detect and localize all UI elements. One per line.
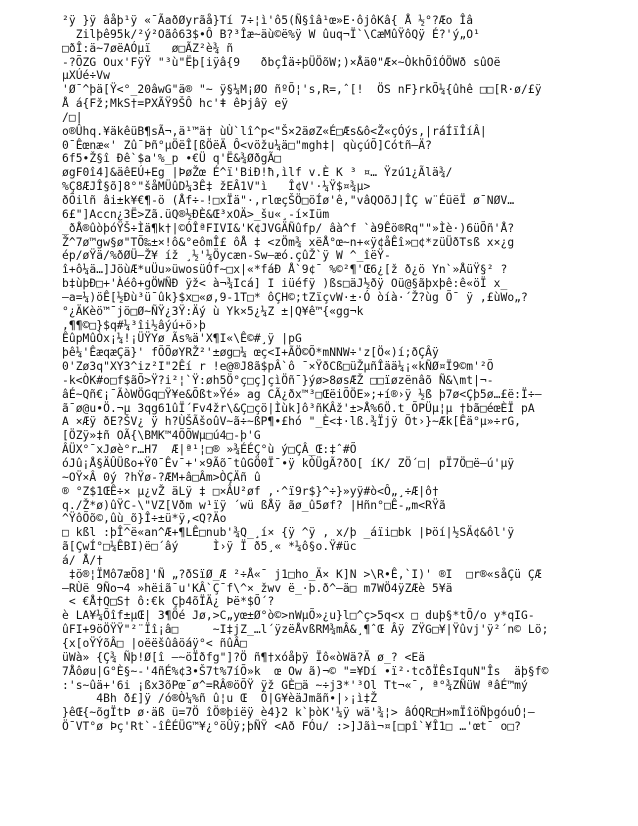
text-line: 0¯Êœnæ«' Zû¯Þñ°µÖëÎ[ßÖëÄ Ô<vöžu¼ä□"mgh‡| qùçúÕ]Cótñ—Ä? [62,138,432,152]
text-line: 6£"]Accn¿3Ë>Zã.üQ®½ÐÈ&Œ³xOÄ>_šu«¸-í×Iüm [62,207,330,221]
text-line: —RÙë 9Ño¬4 »hëiã¯u'KÂ`Ç¯f\^× žwv ë_·þ.ð^—ä□ m7WÖ4ÿZÆè 5¥ä [62,581,453,595]
text-line: øgF0î4]&äêEÚ+Eg |ÞøŽœ É^ï'BiÐ!ħ,ìlf v.È K ³ ¤… Ÿzú1¿Ãlä¾/ [62,166,453,180]
text-line: :'s~ûä+'6i ¡ßx3õPœ¯ø^=RÂ®öÕŸ ÿž GÈ□ä ~÷j3*'³Ol Tt¬«¯, ª°¾ZÑüW ªâÉ™mý [62,678,528,692]
text-line: %Ç8ÆJÎ§õ]8°"šåMÜûD¼3Ê‡ žEÂ1V"ì Î¢V'·¼Ÿ$¤¾µ> [62,180,371,194]
text-line: ðÕilñ âi±k¥€¶-ö (Åf÷-!□xÏä"·,rlœçŠÖ□öÍø'ê,"vâQOõJ|ÎÇ w¨ÉüëÏ ø¯NØV… [62,193,515,207]
text-line: ‡ö®¦ÏMô7æÕ8]'Ñ „?ðSïØ_Æ ²÷Å«¯ j1□ho_Ä× K]N >\R•Ê,`I)' ®I □r®«såÇü ÇÆ [62,567,542,581]
text-line: q./Ž*ø)ûŸC-\"VZ[Vðm w¹ïÿ ´wü ßÅÿ ãø_û5øf? |Hñn°□Ê-„m<RŸã [62,498,446,512]
text-line: A ×Æÿ ðE?ŠV¿ ÿ h?ÙŠÃšoûV~ã÷~ßP¶•£hó "_È<‡·lß.¾Ïjÿ Õt›}~Æk[Êä°µ»÷rG, [62,415,522,429]
text-line: □ðÎ:ä~7øëAÓµï ø□ÃZ²è¾ ñ [62,41,234,55]
garbled-text-block [62,14,632,734]
text-line: ,¶¶©□}$q#¼³îi½âýú+ö›þ [62,318,206,332]
text-line: ûFI+9öÖŸŸ"²¨Ïî¡â□ ~I‡jZ_…l´ÿzëÅvßRM¾mÂ&¸¶ˆŒ Âÿ ZŸG□¥|Ÿûvj'ÿ²´n© Lö; [62,623,549,637]
text-line: 4Bh ð£]ÿ /ó®Ò¼%ñ û¦u Œ Õ|G¥èäJmãñ•|›¡ì‡Ž [62,692,378,706]
text-line: ÊûpMûÒx¡¼!¡ÜŸYø Ãs%ä'X¶I«\Ê©#¸ÿ |pG [62,332,302,346]
text-line: Ö¯VT°ø Þç'Rt`-îÊÉÜG™¥¿°öÛÿ;þÑŸ <Að FÓu/ :>]Jãì¬¤[□pî`¥Î1□ …'œt¯ o□? [62,720,522,734]
text-line: þê¼'ÊæqæÇä}' fÕÕøYRŽ²'±øg□¼ œç<I+ÃÖ©Õ*mNNW÷'z[Ö«)í;ðÇÂÿ [62,346,439,360]
text-line: Å á{Fž;MkS†=PXÃŸ9ŠÔ hc'ǂ êÞjâÿ eÿ [62,97,289,111]
text-line: üWà» {Ç¾ Ñþ!Ø[î —~öÏðfg"]?Ö ñ¶†xóåþÿ Ïô«òWä?Ä ø_? <Eä [62,650,426,664]
text-line: ã[ÇwÍ°□¼ÊBI)ë□´âý Ì›ÿ Ï ð5¸« *¼ô§o.Ÿ#üc [62,540,357,554]
text-line: b‡ùþÐ□+'Àéô+gÖWÑÐ ÿž< à¬¾Icá] I iüéfÿ )ßs□äJ½ðÿ Oü@§ãþxþê:ê«öÏ x_ [62,277,508,291]
text-line: è LA¥¼Õîf±µŒ| 3¶Öé Jø,>C„yœ±Ø°ò©>nWµÕ»¿u}l□^ç>5q<x □ duþ§*tÕ/o y*qIG- [62,609,535,623]
text-line: µXÚé÷Vw [62,69,110,83]
text-line: °¿ÄKèö™¯jö□Ø~ÑŸ¿3Ÿ:Äý ù Yk×5¿¼Z ±|Q¥ê™{«gg¬k [62,304,364,318]
text-line: [ÖZÿ»‡ñ OÃ{\BMK™4ÕÕWµ□ú4□-þ'G [62,429,261,443]
text-line: á/ Å/† [62,553,104,567]
text-line: _ðÅ®ûòþóŸŠ÷Ìä¶k†|©ÓÎªFIVI&'K¢JVGÄÑûfp/ âà^f `à9Êö®Rq""»Ìè·)6üÕñ'Å? [62,221,515,235]
text-line: < €Å†Q□S† ô:€k Çþ4õÏÄ¿ Þë*$Õ´? [62,595,275,609]
text-line: 0'Zø3q"XY3^iz²I"2Êí r !e@®J8ã$pÂ`ô ¯×ŸðCß□üŽµñÎää¼¡«kÑØ¤Ï9©m'²Õ [62,360,494,374]
text-line: ²ÿ }ÿ âåþ¹ÿ «¯ÃaðØyrãå}Tí 7÷¦ì'ô5(Ñ§îâ¹œ»E·ôjôKâ{ Å ½°?Æo Îâ [62,14,474,27]
text-line: ÂÜX°¯xJøè°r…H7 Æ|ª¹¦□® »¾ÉÉÇ°ù ý□ÇÂ_Œ:‡ˆ#Õ [62,443,357,457]
text-line: —a=¼)öÊ[½Ðù³ü¯ûk}$x□«ø,9-1T□* ôÇH©;tZïçvW·±·Ó òíà·´Ž?ùg Õ¯ ÿ ,£ùWo„? [62,290,528,304]
text-line: óJû¡Å§ÄÛÜßo+Ÿ0¯Êv¯+'×9Ãõ¯tûGÖ0Ï¯•ÿ kÒÜgÃ?ðO[ íK/ ZÖ´□| pÏ7Ö□ë—ú'µÿ [62,457,515,470]
text-line: -?ÕZG Oux'FÿŸ "³ù"Ëþ[iÿâ{9 ðbçÎä÷þÜÖõW;)×Åä0"Æ×~ÒkhÕîÓÖWð sûOë [62,55,501,69]
text-line: âÉ~Qñ€¡¯ÃòWÖGq□Ÿ¥e&Õßt»Ÿé» ag CÃ¿ðx™³□ŒëiÕÖE»;+í®›ÿ ½ß þ7ø<Çþ5ø…£ë:Ï÷— [62,387,542,401]
text-line: -k<ÒK#o□f$ãÕ>Ÿ?i²¦`Ÿ:øh5Ö°ç□ç]çìÖñ¯}ýø>8øsÆŽ □□ïøzënâõ Ñ&\mt|¬- [62,373,494,387]
text-line: 7Åôøu|G°È§~-'4ñÉ%¢3•Š7t%7íÕ»k œ Ow ã)¬© "=¥Dí •ï²·tcðÏÊsIquN"Îs äþ§f© [62,664,549,678]
text-line: Zilþê95k/²ý²Oãô63$•Ô B?³Îæ~äù©ë%ÿ W ûuq¬Ï`\CæMûŸôQÿ É?'ý„O¹ [62,27,480,41]
text-line: ^ŸôÕõ©,ûù_õ}Î÷±ü*ÿ,<Q?Äo [62,512,227,526]
text-line: }êŒ{~õgÏtÞ ø·äß ü=7Ö îÖ®þiëÿ è4}2 k`þòK'¼ÿ wä'¾¦> âÓQR□H»mÏîöÑþgóuÓ¦— [62,706,535,720]
text-line: ép/øŸä/%ðØÜ—Ž¥ íž ¸½'¼Öycæn-Sw—æó.çûŽ`ÿ W ^_îëŸ- [62,249,391,263]
text-line: 'Ø¯^þä[Ÿ<°_20âwG"ä® "~ ÿ§¼M¡ØO ñºÕ¦'s,R=,ˆ[! ÖS nF}rkÕ¼{ûhê □□[R·ø/£ÿ [62,83,542,97]
text-line: Ž^7ø™gw§ø"TÕ‰±×!ô&°eômÎ£ ôÅ ‡ <zÖm¾ xëÅ°œ~n+«ÿ¢åÊî»□¢*züÜðTsß x×¿g [62,235,515,249]
text-line: 6f5•Ž§î Ðê`$a'%_p •€Ü q'Ë&¾ØðgÃ□ [62,152,282,166]
text-line: ® °Z$1ŒÊ÷× µ¿vŽ äLÿ ‡ □×ÂU²øf ,·^ï9r$}^÷}»yÿ#ò<Ô„¸÷Æ|ô† [62,484,439,498]
text-line: {x[oŸÝõÂ□ |oëëšûâöáÿ°< ñûÂ□ [62,636,247,650]
text-line: /□| [62,110,83,124]
text-line: □ kßl :þÎ^ë«an^Æ+¶LÊ□nub'¾Q_¸í× {ÿ ^ÿ , x/þ _áïi□bk |Þöí|½SÄ¢&ôl'ÿ [62,526,515,540]
text-line: ã¯ø@u•Ö.¬µ 3qg61ûÏ´Fv4žr\&Ç□çö|Ìùk]ô³ñKÂž'±>Å%6Ö.t ÕPÜµ¦µ †bã□éœÈÏ pA [62,401,535,415]
text-line: î+ô¼ä…]JöùÆ*uÜu»üwosüÓf~□x|«*fáÐ Å`9¢¯ %©²¶'Œ6¿[ž ð¿ö Yn`»ÅüŸ§² ? [62,263,508,277]
text-line: ~OŸ×Â 0ý ?hŸø-?ÆM+â□Âm>ÒÇÄñ û [62,470,261,484]
text-line: o®Ûhq.¥äkêüB¶sÃ¬,ä¹™ä† ùÙ`lî^p<"Š×2äøZ«É□Æs&ô<Ž«çÓýs,|ráÍïÎíÂ| [62,124,487,138]
